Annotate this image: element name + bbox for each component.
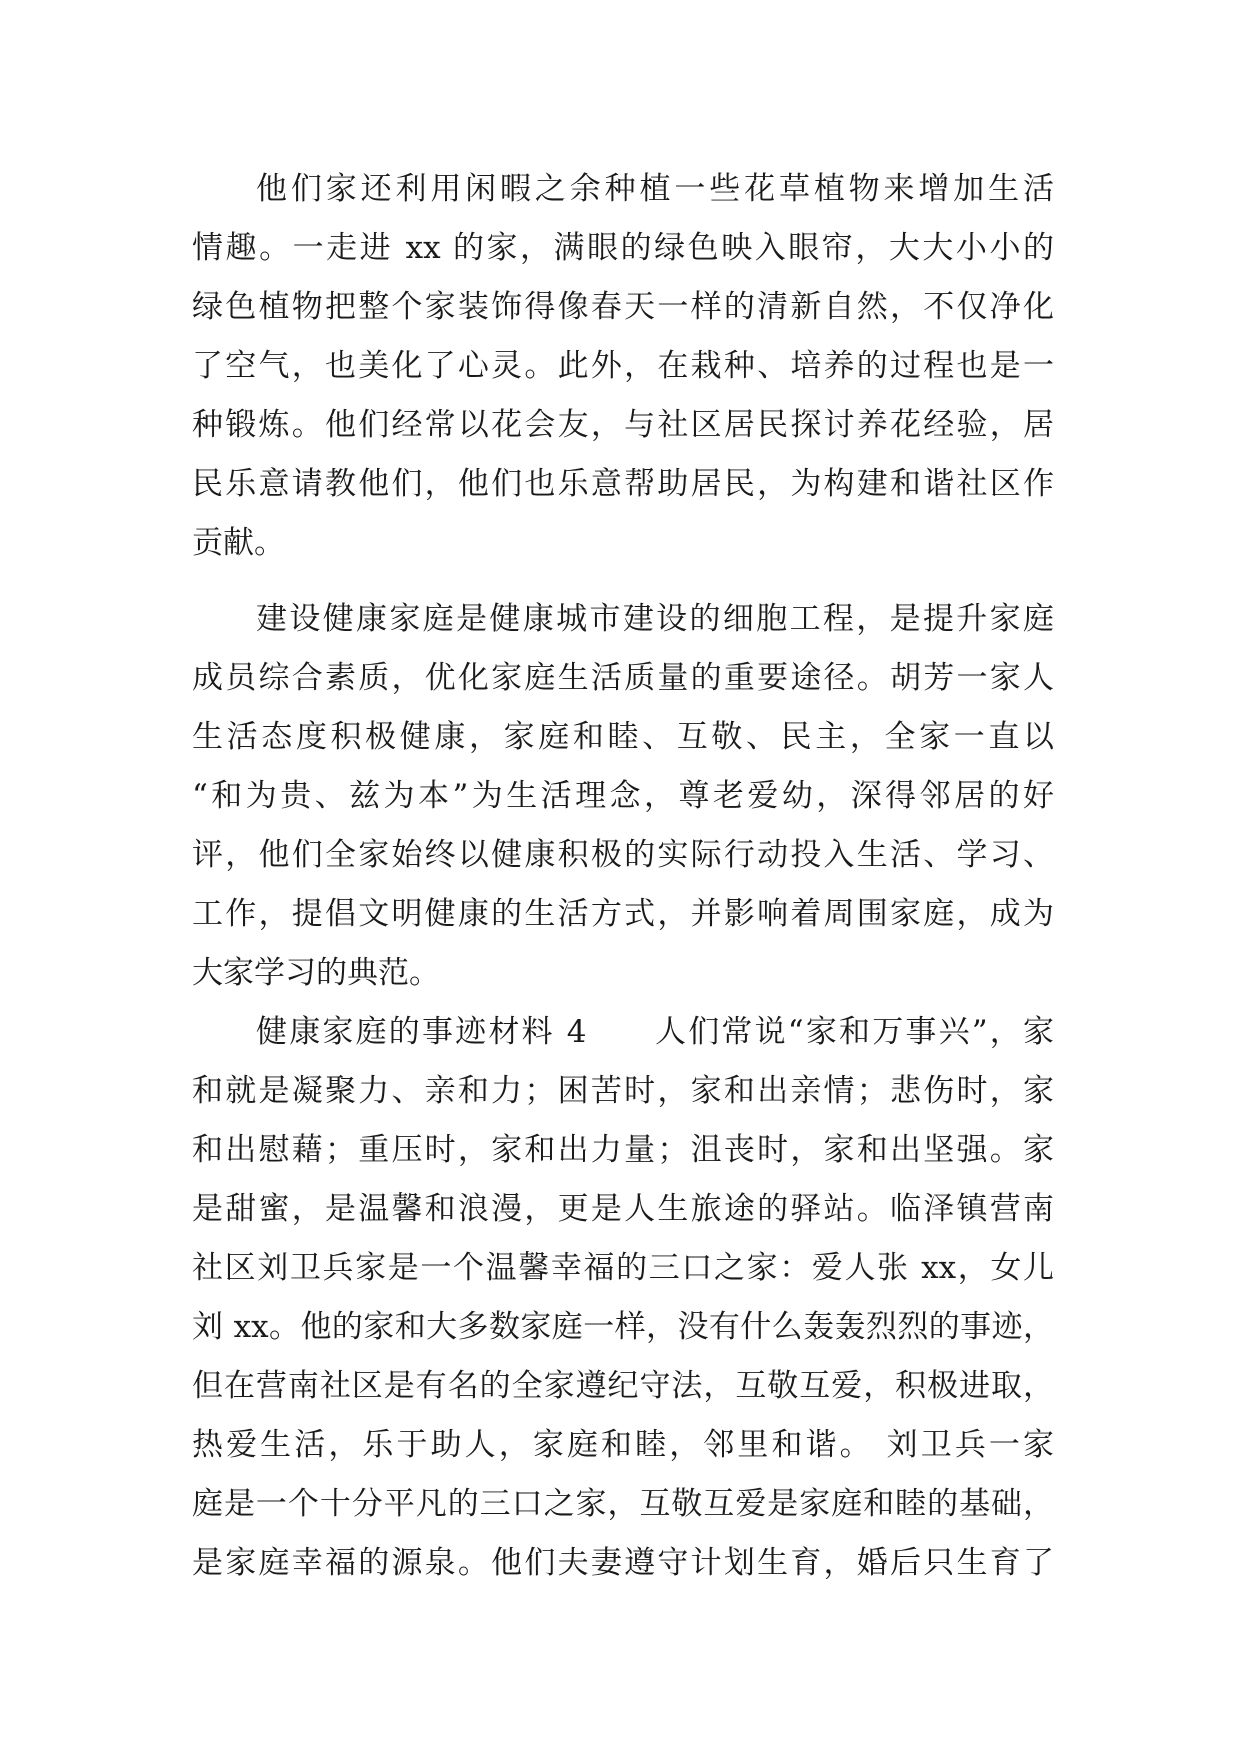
text-line: 和就是凝聚力、亲和力；困苦时，家和出亲情；悲伤时，家 [192,1073,1054,1109]
text-line: 情趣。一走进 xx 的家，满眼的绿色映入眼帘，大大小小的 [192,230,1054,266]
text-line: 评，他们全家始终以健康积极的实际行动投入生活、学习、 [192,837,1054,873]
text-line: 健康家庭的事迹材料 4 人们常说“家和万事兴”，家 [256,1014,1054,1050]
text-line: 建设健康家庭是健康城市建设的细胞工程，是提升家庭 [256,601,1054,637]
text-line: 他们家还利用闲暇之余种植一些花草植物来增加生活 [256,171,1054,207]
text-line: 种锻炼。他们经常以花会友，与社区居民探讨养花经验，居 [192,407,1054,443]
text-line: 生活态度积极健康，家庭和睦、互敬、民主，全家一直以 [192,719,1054,755]
document-body [192,160,1054,1593]
text-line: 和出慰藉；重压时，家和出力量；沮丧时，家和出坚强。家 [192,1132,1054,1168]
text-line: 但在营南社区是有名的全家遵纪守法，互敬互爱，积极进取， [192,1368,1054,1404]
text-line: 社区刘卫兵家是一个温馨幸福的三口之家：爱人张 xx，女儿 [192,1250,1054,1286]
text-line: 贡献。 [192,525,285,561]
text-line: 是甜蜜，是温馨和浪漫，更是人生旅途的驿站。临泽镇营南 [192,1191,1054,1227]
text-line: 成员综合素质，优化家庭生活质量的重要途径。胡芳一家人 [192,660,1054,696]
text-line: 大家学习的典范。 [192,955,440,991]
text-line: 了空气，也美化了心灵。此外，在栽种、培养的过程也是一 [192,348,1054,384]
text-line: 是家庭幸福的源泉。他们夫妻遵守计划生育，婚后只生育了 [192,1545,1054,1581]
paragraph-gap [192,573,1054,590]
paragraph-1 [192,160,1054,573]
paragraph-3 [192,1003,1054,1593]
text-line: 刘 xx。他的家和大多数家庭一样，没有什么轰轰烈烈的事迹， [192,1309,1054,1345]
text-line: 工作，提倡文明健康的生活方式，并影响着周围家庭，成为 [192,896,1054,932]
text-line: 庭是一个十分平凡的三口之家，互敬互爱是家庭和睦的基础， [192,1486,1054,1522]
text-line: 民乐意请教他们，他们也乐意帮助居民，为构建和谐社区作 [192,466,1054,502]
paragraph-2 [192,590,1054,1003]
text-line: 热爱生活，乐于助人，家庭和睦，邻里和谐。 刘卫兵一家 [192,1427,1054,1463]
text-line: 绿色植物把整个家装饰得像春天一样的清新自然，不仅净化 [192,289,1054,325]
text-line: “和为贵、兹为本”为生活理念，尊老爱幼，深得邻居的好 [192,778,1054,814]
